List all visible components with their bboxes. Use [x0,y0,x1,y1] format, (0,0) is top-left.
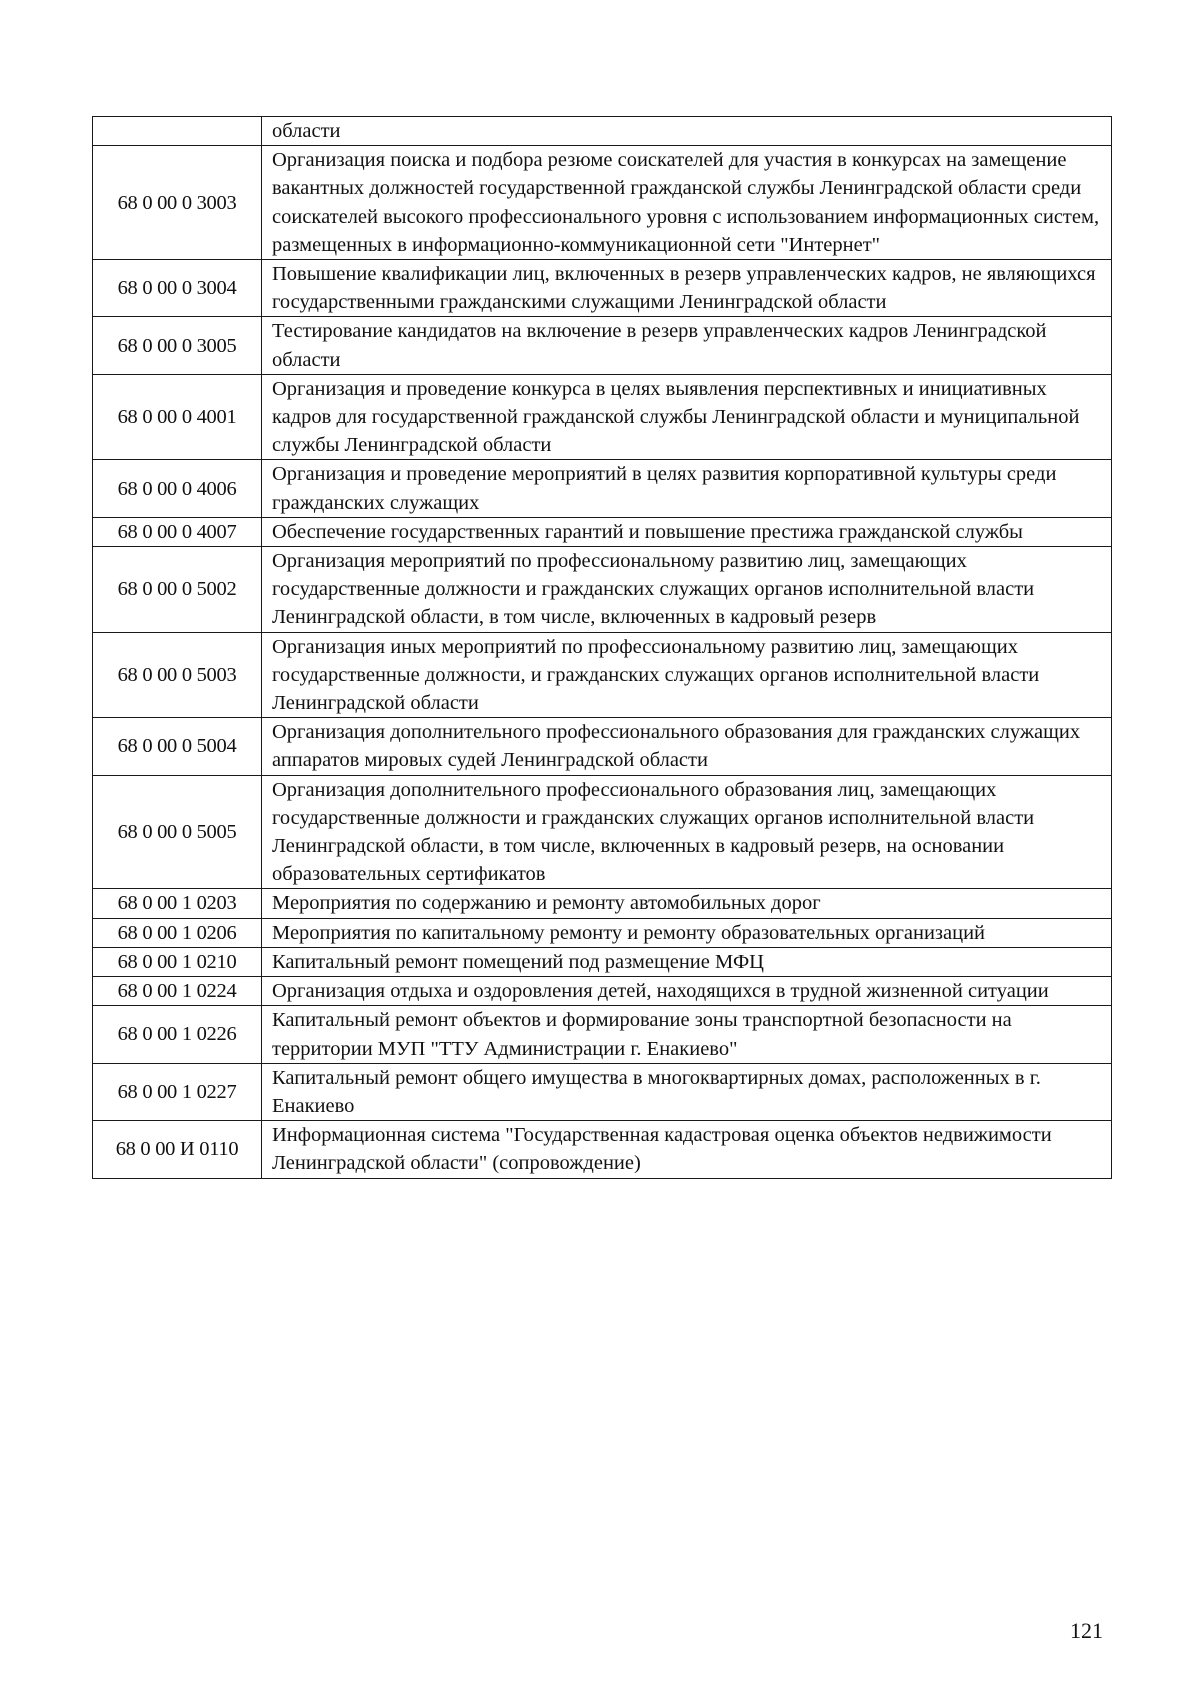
code-cell: 68 0 00 0 3003 [93,146,262,260]
code-cell: 68 0 00 И 0110 [93,1121,262,1178]
table-row [93,374,1112,460]
page-number: 121 [1070,1618,1103,1643]
code-cell: 68 0 00 1 0227 [93,1063,262,1120]
table-row [93,547,1112,633]
table-row [93,317,1112,374]
description-cell: Организация и проведение конкурса в целях выявления перспективных и инициативных кадров для государственной гражданской службы Ленинградской области и муниципальной службы Ленинградской области [262,374,1112,460]
description-cell: Капитальный ремонт объектов и формирование зоны транспортной безопасности на территории МУП "ТТУ Администрации г. Енакиево" [262,1006,1112,1063]
code-cell: 68 0 00 1 0203 [93,889,262,918]
description-cell: Организация поиска и подбора резюме соискателей для участия в конкурсах на замещение вакантных должностей государственной гражданской службы Ленинградской области среди соискателей высокого профессионального уровня с использованием информационных систем, размещенных в информационно-коммуникационной сети "Интернет" [262,146,1112,260]
table-row [93,889,1112,918]
code-cell: 68 0 00 0 4006 [93,460,262,517]
code-cell: 68 0 00 0 3004 [93,260,262,317]
description-cell: Организация дополнительного профессионального образования лиц, замещающих государственные должности и гражданских служащих органов исполнительной власти Ленинградской области, в том числе, включенных в кадровый резерв, на основании образовательных сертификатов [262,775,1112,889]
code-cell [93,117,262,146]
description-cell: Капитальный ремонт общего имущества в многоквартирных домах, расположенных в г. Енакиево [262,1063,1112,1120]
code-cell: 68 0 00 1 0224 [93,977,262,1006]
table-row [93,1063,1112,1120]
code-cell: 68 0 00 1 0206 [93,918,262,947]
budget-code-table [92,116,1112,1179]
code-cell: 68 0 00 0 5003 [93,632,262,718]
code-cell: 68 0 00 0 5005 [93,775,262,889]
table-row [93,1006,1112,1063]
table-row [93,918,1112,947]
description-cell: Организация отдыха и оздоровления детей, находящихся в трудной жизненной ситуации [262,977,1112,1006]
table-row [93,117,1112,146]
table-row [93,775,1112,889]
table-row [93,460,1112,517]
code-cell: 68 0 00 0 3005 [93,317,262,374]
table-row [93,947,1112,976]
description-cell: Мероприятия по содержанию и ремонту автомобильных дорог [262,889,1112,918]
description-cell: Мероприятия по капитальному ремонту и ремонту образовательных организаций [262,918,1112,947]
code-cell: 68 0 00 1 0226 [93,1006,262,1063]
description-cell: области [262,117,1112,146]
table-row [93,260,1112,317]
code-cell: 68 0 00 0 4007 [93,517,262,546]
code-cell: 68 0 00 0 5002 [93,547,262,633]
description-cell: Организация мероприятий по профессиональному развитию лиц, замещающих государственные должности и гражданских служащих органов исполнительной власти Ленинградской области, в том числе, включенных в кадровый резерв [262,547,1112,633]
table-row [93,632,1112,718]
table-row [93,718,1112,775]
table-row [93,977,1112,1006]
table-row [93,146,1112,260]
description-cell: Организация иных мероприятий по профессиональному развитию лиц, замещающих государственные должности, и гражданских служащих органов исполнительной власти Ленинградской области [262,632,1112,718]
table-row [93,1121,1112,1178]
table-row [93,517,1112,546]
code-cell: 68 0 00 0 4001 [93,374,262,460]
description-cell: Организация дополнительного профессионального образования для гражданских служащих аппаратов мировых судей Ленинградской области [262,718,1112,775]
description-cell: Информационная система "Государственная кадастровая оценка объектов недвижимости Ленинградской области" (сопровождение) [262,1121,1112,1178]
description-cell: Капитальный ремонт помещений под размещение МФЦ [262,947,1112,976]
description-cell: Обеспечение государственных гарантий и повышение престижа гражданской службы [262,517,1112,546]
code-cell: 68 0 00 1 0210 [93,947,262,976]
table-body [93,117,1112,1179]
description-cell: Организация и проведение мероприятий в целях развития корпоративной культуры среди гражданских служащих [262,460,1112,517]
description-cell: Тестирование кандидатов на включение в резерв управленческих кадров Ленинградской области [262,317,1112,374]
description-cell: Повышение квалификации лиц, включенных в резерв управленческих кадров, не являющихся государственными гражданскими служащими Ленинградской области [262,260,1112,317]
code-cell: 68 0 00 0 5004 [93,718,262,775]
